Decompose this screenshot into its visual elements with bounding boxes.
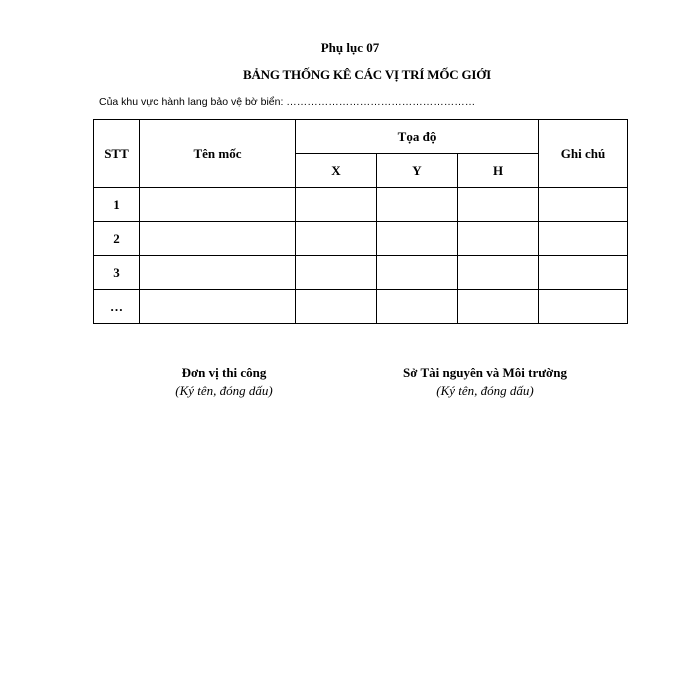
- row-stt: 1: [94, 188, 140, 222]
- boundary-marker-table: [93, 119, 628, 324]
- area-line: Của khu vực hành lang bảo vệ bờ biển: ………………………………………………: [99, 96, 476, 108]
- row-y: [377, 222, 458, 256]
- header-stt: STT: [94, 120, 140, 188]
- row-x: [296, 290, 377, 324]
- row-h: [458, 222, 539, 256]
- header-marker-name: Tên mốc: [140, 120, 296, 188]
- row-x: [296, 188, 377, 222]
- row-marker-name: [140, 188, 296, 222]
- header-coordinates: Tọa độ: [296, 120, 539, 154]
- row-x: [296, 222, 377, 256]
- row-y: [377, 188, 458, 222]
- row-marker-name: [140, 256, 296, 290]
- row-note: [539, 188, 628, 222]
- table-row: [94, 290, 628, 324]
- signature-note: (Ký tên, đóng dấu): [175, 383, 273, 398]
- row-note: [539, 256, 628, 290]
- row-stt: 3: [94, 256, 140, 290]
- row-marker-name: [140, 222, 296, 256]
- row-stt: …: [94, 290, 140, 324]
- table-row: [94, 256, 628, 290]
- row-h: [458, 256, 539, 290]
- signature-block-department: [380, 365, 590, 399]
- header-note: Ghi chú: [539, 120, 628, 188]
- row-h: [458, 290, 539, 324]
- header-h: H: [458, 154, 539, 188]
- row-note: [539, 290, 628, 324]
- row-y: [377, 256, 458, 290]
- signature-org: Đơn vị thi công: [181, 365, 267, 380]
- header-y: Y: [377, 154, 458, 188]
- document-title: BẢNG THỐNG KÊ CÁC VỊ TRÍ MỐC GIỚI: [242, 67, 492, 82]
- table-row: [94, 222, 628, 256]
- row-stt: 2: [94, 222, 140, 256]
- table-row: [94, 188, 628, 222]
- signature-org: Sở Tài nguyên và Môi trường: [403, 365, 567, 380]
- signature-block-contractor: [153, 365, 295, 399]
- row-y: [377, 290, 458, 324]
- appendix-label: Phụ lục 07: [320, 40, 380, 55]
- row-note: [539, 222, 628, 256]
- row-h: [458, 188, 539, 222]
- header-x: X: [296, 154, 377, 188]
- signature-note: (Ký tên, đóng dấu): [436, 383, 534, 398]
- row-marker-name: [140, 290, 296, 324]
- row-x: [296, 256, 377, 290]
